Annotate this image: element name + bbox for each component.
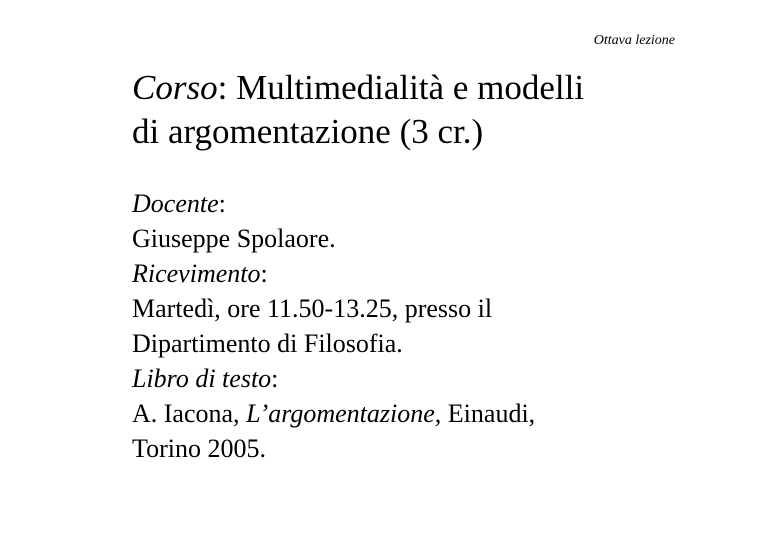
course-title xyxy=(132,66,692,154)
office-hours-colon: : xyxy=(260,259,268,288)
course-name-part-2: di argomentazione (3 cr.) xyxy=(132,112,484,151)
textbook-heading xyxy=(132,361,732,396)
course-label-colon: : xyxy=(217,68,228,107)
course-details xyxy=(132,186,732,466)
teacher-heading xyxy=(132,186,732,221)
textbook-reference xyxy=(132,396,732,431)
textbook-author: A. Iacona, xyxy=(132,399,247,428)
teacher-label: Docente xyxy=(132,189,219,218)
textbook-title: L’argomentazione, xyxy=(246,399,442,428)
course-title-line-1 xyxy=(132,66,692,110)
office-hours-line-1: Martedì, ore 11.50-13.25, presso il xyxy=(132,294,493,323)
textbook-label: Libro di testo xyxy=(132,364,272,393)
lecture-label: Ottava lezione xyxy=(593,33,675,48)
textbook-place-year: Torino 2005. xyxy=(132,434,266,463)
course-label: Corso xyxy=(132,68,218,107)
office-hours-line-2: Dipartimento di Filosofia. xyxy=(132,329,403,358)
office-hours-heading xyxy=(132,256,732,291)
teacher-colon: : xyxy=(218,189,226,218)
office-hours-label: Ricevimento xyxy=(132,259,261,288)
course-name-part-1: Multimedialità e modelli xyxy=(227,68,585,107)
teacher-name: Giuseppe Spolaore. xyxy=(132,224,336,253)
textbook-publisher: Einaudi, xyxy=(441,399,536,428)
textbook-colon: : xyxy=(271,364,279,393)
